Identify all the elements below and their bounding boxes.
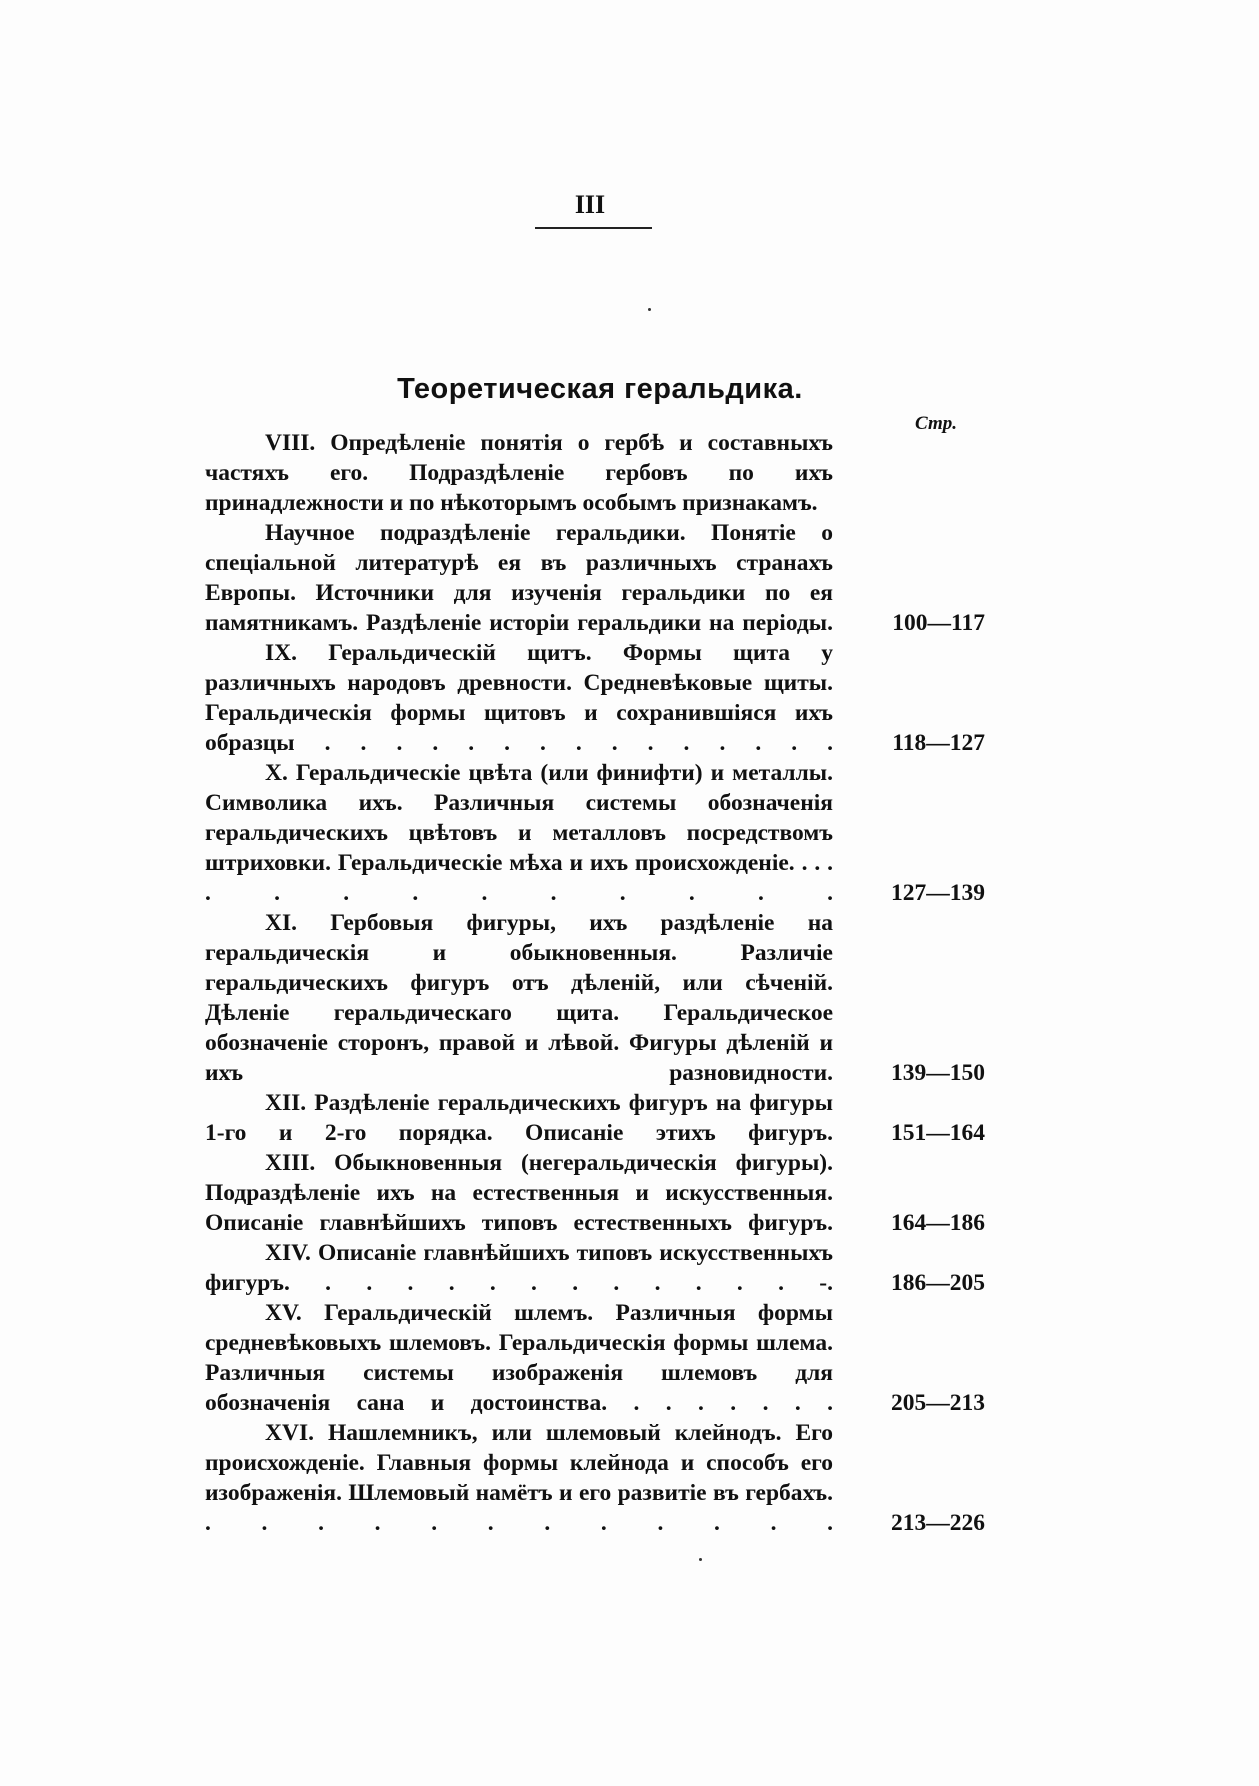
toc-entry-text: XII. Раздѣленіе геральдическихъ фигуръ на фигуры 1-го и 2-го порядка. Описаніе этихъ фигуръ. <box>205 1090 833 1146</box>
toc-entry-pages: 127—139 <box>891 880 985 906</box>
toc-entry <box>205 1088 985 1148</box>
toc-entry-pages: 186—205 <box>891 1270 985 1296</box>
toc-entry-text: X. Геральдическіе цвѣта (или финифти) и металлы. Символика ихъ. Различныя системы обозначенія геральдическихъ цвѣтовъ и металловъ посредствомъ штриховки. Геральдическіе мѣха и ихъ происхожденіе. . . . . . . . . . . . . . <box>205 760 833 906</box>
toc-entry <box>205 428 985 518</box>
toc-entry-text: Научное подраздѣленіе геральдики. Понятіе о спеціальной литературѣ ея въ различныхъ странахъ Европы. Источники для изученія геральдики по ея памятникамъ. Раздѣленіе исторіи геральдики на періоды. <box>205 520 833 636</box>
toc-entry <box>205 1298 985 1418</box>
toc-entry <box>205 638 985 758</box>
toc-entry-pages: 151—164 <box>891 1120 985 1146</box>
toc-entry <box>205 1238 985 1298</box>
toc-entry <box>205 908 985 1088</box>
toc-entry <box>205 518 985 638</box>
toc-entry-pages: 100—117 <box>892 610 985 636</box>
toc-entry <box>205 1148 985 1238</box>
print-speck <box>648 308 651 311</box>
toc-entry-text: VIII. Опредѣленіе понятія о гербѣ и составныхъ частяхъ его. Подраздѣленіе гербовъ по ихъ принадлежности и по нѣкоторымъ особымъ признакамъ. <box>205 430 833 516</box>
page-number-rule <box>535 227 652 229</box>
toc-entry-text: IX. Геральдическій щитъ. Формы щита у различныхъ народовъ древности. Средневѣковые щиты. Геральдическія формы щитовъ и сохранившіяся ихъ образцы . . . . . . . . . . . . . . . <box>205 640 833 756</box>
pages-column-label: Стр. <box>915 413 957 434</box>
toc-entry-pages: 205—213 <box>891 1390 985 1416</box>
page-number: III <box>574 190 606 219</box>
toc-entry-pages: 164—186 <box>891 1210 985 1236</box>
toc-entry-text: XIV. Описаніе главнѣйшихъ типовъ искусственныхъ фигуръ. . . . . . . . . . . . . -. <box>205 1240 833 1296</box>
toc-entry-text: XI. Гербовыя фигуры, ихъ раздѣленіе на геральдическія и обыкновенныя. Различіе геральдическихъ фигуръ отъ дѣленій, или сѣченій. Дѣленіе геральдическаго щита. Геральдическое обозначеніе сторонъ, правой и лѣвой. Фигуры дѣленій и ихъ разновидности. <box>205 910 833 1086</box>
print-speck <box>699 1558 702 1561</box>
toc-entry-pages: 118—127 <box>892 730 985 756</box>
toc-entry <box>205 758 985 908</box>
toc-entry-text: XV. Геральдическій шлемъ. Различныя формы средневѣковыхъ шлемовъ. Геральдическія формы шлема. Различныя системы изображенія шлемовъ для обозначенія сана и достоинства. . . . . . . . <box>205 1300 833 1416</box>
toc-entry <box>205 1418 985 1538</box>
toc-entry-text: XIII. Обыкновенныя (негеральдическія фигуры). Подраздѣленіе ихъ на естественныя и искусственныя. Описаніе главнѣйшихъ типовъ естественныхъ фигуръ. <box>205 1150 833 1236</box>
toc-entry-text: XVI. Нашлемникъ, или шлемовый клейнодъ. Его происхожденіе. Главныя формы клейнода и способъ его изображенія. Шлемовый намётъ и его развитіе въ гербахъ. . . . . . . . . . . . . <box>205 1420 833 1536</box>
toc-entry-pages: 213—226 <box>891 1510 985 1536</box>
section-heading: Теоретическая геральдика. <box>397 373 803 405</box>
table-of-contents <box>205 428 985 1538</box>
toc-entry-pages: 139—150 <box>891 1060 985 1086</box>
